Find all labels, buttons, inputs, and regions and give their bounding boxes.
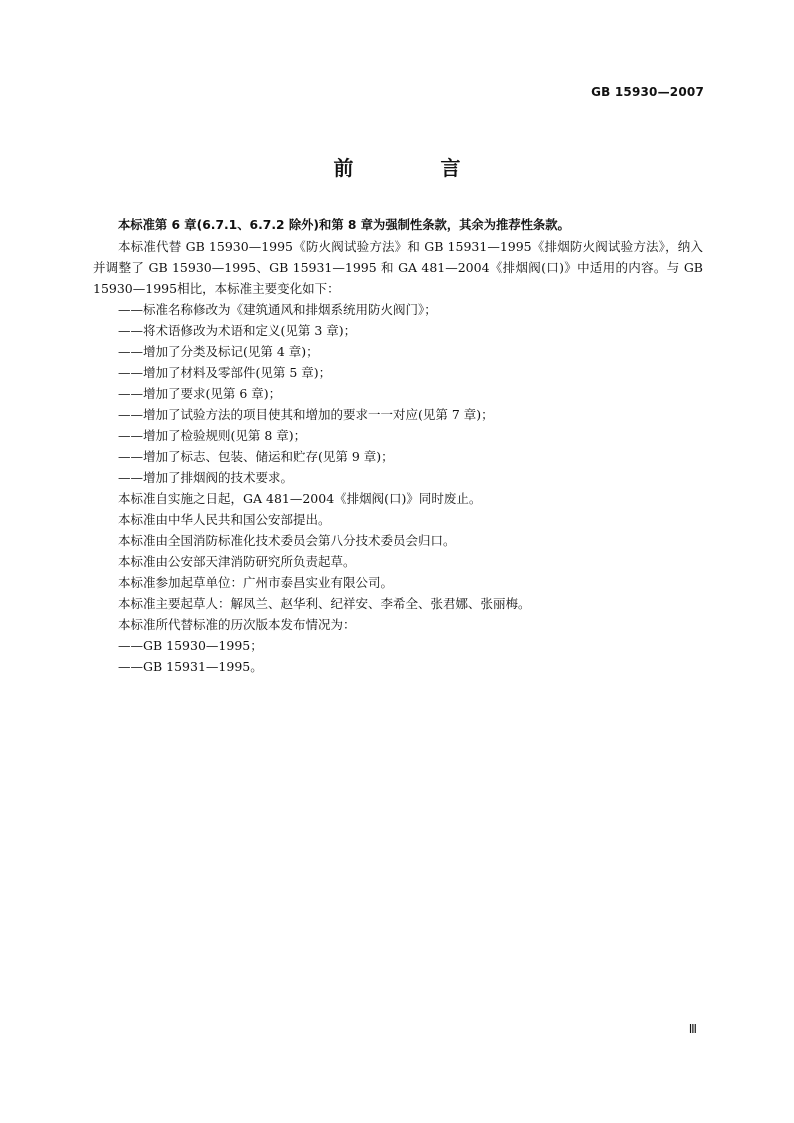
participant-statement: 本标准参加起草单位：广州市泰昌实业有限公司。 [118, 575, 394, 590]
change-item: ——增加了材料及零部件(见第 5 章)； [118, 365, 332, 380]
abolish-statement: 本标准自实施之日起，GA 481—2004《排烟阀(口)》同时废止。 [118, 491, 482, 506]
page-title: 前 言 [333, 156, 501, 180]
standard-code: GB 15930—2007 [591, 85, 704, 99]
replacement-paragraph: 本标准代替 GB 15930—1995《防火阀试验方法》和 GB 15931—1995《排烟防火阀试验方法》，纳入并调整了 GB 15930—1995、GB 15931—1995 和 GA 481—2004《排烟阀(口)》中适用的内容。与 GB 15930—1995相比，本标准主要变化如下： [93, 239, 703, 296]
committee-statement: 本标准由全国消防标准化技术委员会第八分技术委员会归口。 [118, 533, 456, 548]
mandatory-clause-paragraph: 本标准第 6 章(6.7.1、6.7.2 除外)和第 8 章为强制性条款，其余为推荐性条款。 [118, 218, 570, 232]
change-item: ——增加了要求(见第 6 章)； [118, 386, 282, 401]
change-item: ——增加了排烟阀的技术要求。 [118, 470, 294, 485]
history-statement: 本标准所代替标准的历次版本发布情况为： [118, 617, 356, 632]
change-item: ——增加了分类及标记(见第 4 章)； [118, 344, 319, 359]
foreword-body [93, 215, 703, 677]
drafter-statement: 本标准由公安部天津消防研究所负责起草。 [118, 554, 356, 569]
previous-version-item: ——GB 15931—1995。 [118, 659, 263, 674]
change-item: ——增加了检验规则(见第 8 章)； [118, 428, 307, 443]
proposer-statement: 本标准由中华人民共和国公安部提出。 [118, 512, 331, 527]
previous-version-item: ——GB 15930—1995； [118, 638, 263, 653]
page-number: Ⅲ [688, 1022, 697, 1036]
change-item: ——标准名称修改为《建筑通风和排烟系统用防火阀门》； [118, 302, 437, 317]
change-item: ——增加了标志、包装、储运和贮存(见第 9 章)； [118, 449, 394, 464]
authors-statement: 本标准主要起草人：解凤兰、赵华利、纪祥安、李希全、张君娜、张丽梅。 [118, 596, 531, 611]
change-item: ——增加了试验方法的项目使其和增加的要求一一对应(见第 7 章)； [118, 407, 494, 422]
change-item: ——将术语修改为术语和定义(见第 3 章)； [118, 323, 357, 338]
